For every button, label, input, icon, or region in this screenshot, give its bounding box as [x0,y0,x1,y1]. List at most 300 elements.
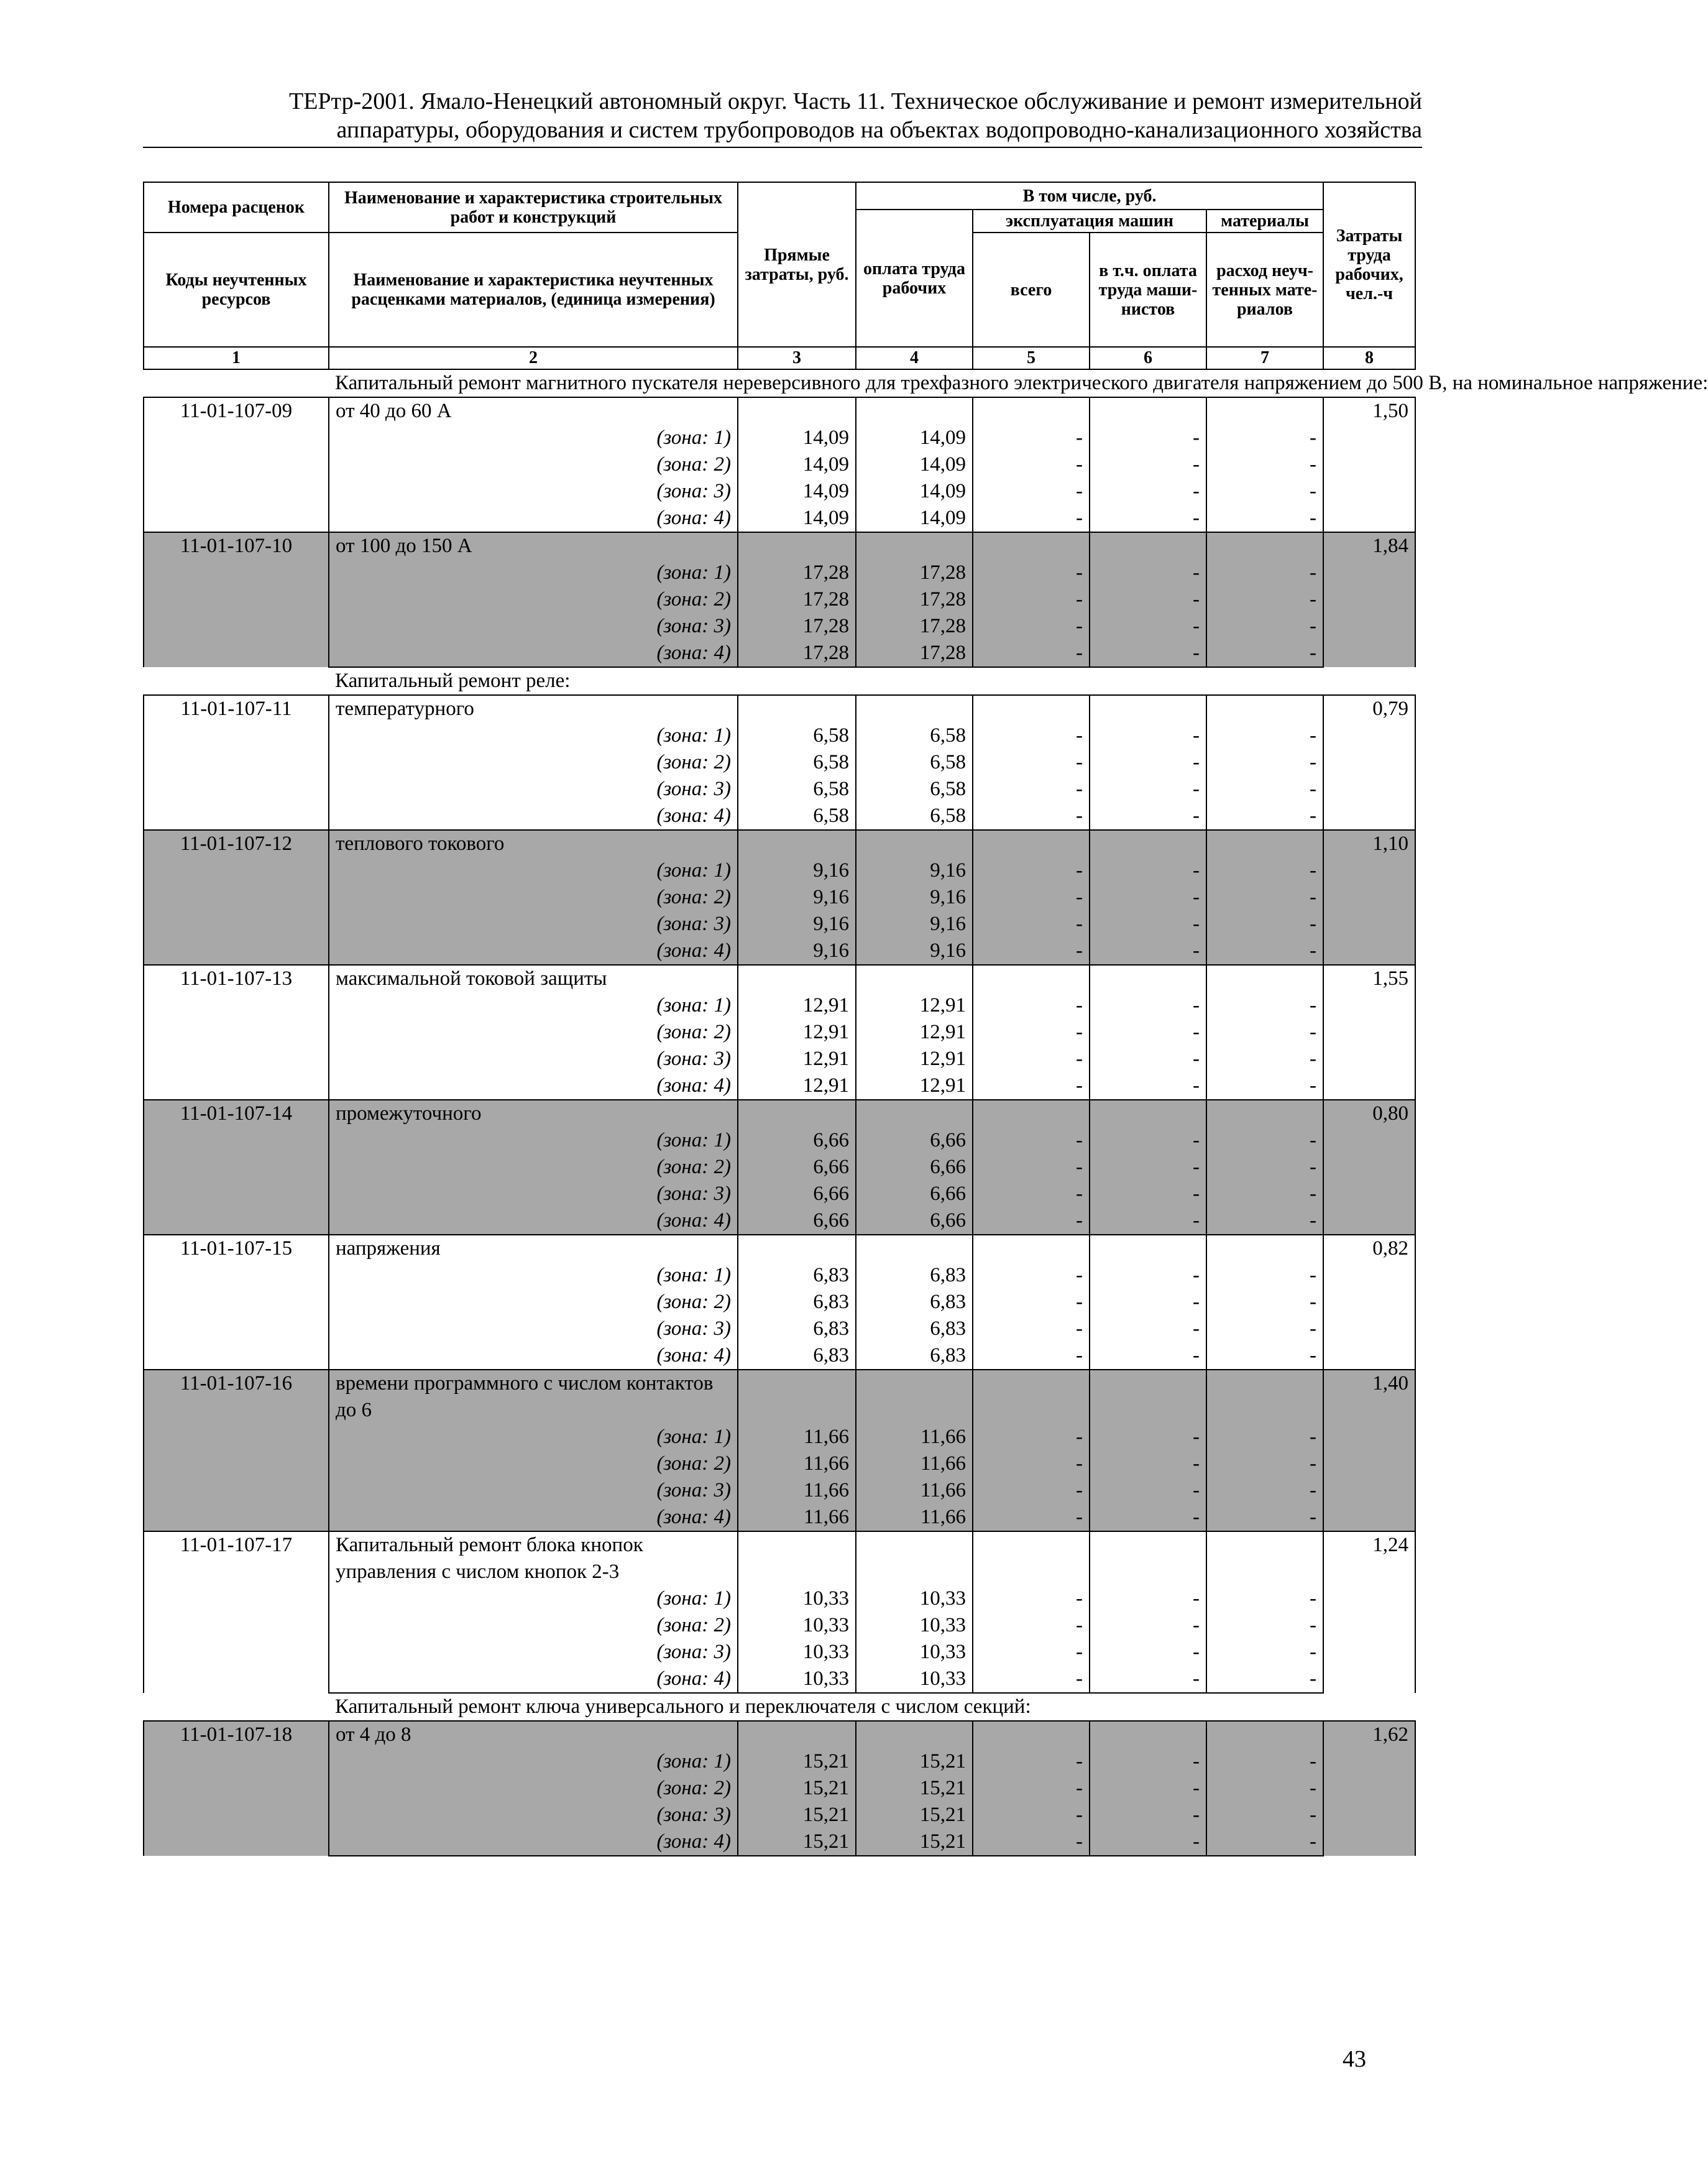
rate-code: 11-01-107-16 [144,1370,329,1531]
direct-cost: 15,21 [738,1775,856,1802]
machines-value: - [973,1072,1090,1100]
labor-cost: 1,84 [1323,532,1415,667]
section-title-row [144,1693,1415,1721]
col-materials-name-header: Наименование и характеристика неучтенных расценками материалов, (единица измерения) [329,233,738,347]
machines-value: - [973,1154,1090,1181]
direct-cost: 17,28 [738,560,856,586]
zone-label: (зона: 3) [329,613,738,640]
direct-cost: 15,21 [738,1748,856,1775]
rate-code: 11-01-107-14 [144,1100,329,1235]
zone-row [144,992,1415,1019]
materials-value: - [1206,1262,1323,1289]
direct-cost: 14,09 [738,478,856,505]
direct-cost-cell [738,1370,856,1424]
direct-cost: 10,33 [738,1612,856,1639]
direct-cost: 9,16 [738,938,856,965]
page-number: 43 [1343,2046,1366,2072]
zone-label: (зона: 2) [329,1450,738,1477]
zone-row [144,1262,1415,1289]
machines-cell [973,965,1090,992]
materials-cell [1206,1531,1323,1585]
materials-value: - [1206,1207,1323,1235]
wages-value: 11,66 [856,1477,973,1504]
rate-code: 11-01-107-11 [144,695,329,830]
zone-label: (зона: 4) [329,1504,738,1531]
machinist-wages-value: - [1090,1046,1206,1072]
wages-value: 14,09 [856,478,973,505]
materials-cell [1206,965,1323,992]
machinist-wages-value: - [1090,1127,1206,1154]
materials-value: - [1206,1585,1323,1612]
zone-row [144,1639,1415,1666]
wages-value: 9,16 [856,938,973,965]
direct-cost: 6,58 [738,776,856,803]
direct-cost: 6,66 [738,1181,856,1207]
machinist-wages-value: - [1090,857,1206,884]
wages-value: 17,28 [856,586,973,613]
wages-value: 17,28 [856,640,973,667]
materials-cell [1206,1235,1323,1262]
zone-row [144,505,1415,532]
wages-value: 12,91 [856,1072,973,1100]
materials-value: - [1206,640,1323,667]
zone-label: (зона: 3) [329,911,738,938]
zone-row [144,1775,1415,1802]
direct-cost: 6,83 [738,1262,856,1289]
zone-row [144,722,1415,749]
machines-value: - [973,640,1090,667]
wages-value: 6,83 [856,1342,973,1370]
machinist-wages-value: - [1090,1289,1206,1316]
machinist-wages-value: - [1090,560,1206,586]
rate-code: 11-01-107-13 [144,965,329,1100]
machines-value: - [973,1504,1090,1531]
machines-value: - [973,1612,1090,1639]
machinist-wages-value: - [1090,1207,1206,1235]
zone-label: (зона: 3) [329,1639,738,1666]
wages-value: 6,83 [856,1316,973,1342]
zone-row [144,1585,1415,1612]
materials-value: - [1206,425,1323,451]
direct-cost: 6,83 [738,1316,856,1342]
zone-row [144,586,1415,613]
materials-value: - [1206,1450,1323,1477]
wages-cell [856,1721,973,1748]
col-materials-header: материалы [1206,210,1323,233]
rate-row [144,1235,1415,1262]
materials-value: - [1206,586,1323,613]
table-body [144,369,1708,1856]
rate-row [144,532,1415,560]
machinist-wages-value: - [1090,1504,1206,1531]
machines-value: - [973,857,1090,884]
wages-value: 15,21 [856,1775,973,1802]
direct-cost-cell [738,1100,856,1127]
machines-value: - [973,1019,1090,1046]
zone-label: (зона: 2) [329,749,738,776]
labor-cost: 1,40 [1323,1370,1415,1531]
section-title: Капитальный ремонт ключа универсального и переключателя с числом секций: [335,1695,1031,1718]
wages-cell [856,695,973,722]
zone-row [144,1316,1415,1342]
rate-code: 11-01-107-09 [144,397,329,532]
zone-label: (зона: 1) [329,1262,738,1289]
wages-value: 12,91 [856,1019,973,1046]
col-rates-header: Номера расценок [144,182,329,233]
zone-label: (зона: 3) [329,1046,738,1072]
col-labor-header: Затраты труда рабочих, чел.-ч [1323,182,1415,347]
materials-value: - [1206,1289,1323,1316]
materials-value: - [1206,505,1323,532]
zone-label: (зона: 4) [329,1828,738,1856]
direct-cost: 6,58 [738,749,856,776]
zone-row [144,776,1415,803]
zone-label: (зона: 1) [329,560,738,586]
machinist-wages-value: - [1090,992,1206,1019]
direct-cost: 6,66 [738,1127,856,1154]
direct-cost: 15,21 [738,1802,856,1828]
zone-row [144,478,1415,505]
section-title: Капитальный ремонт магнитного пускателя нереверсивного для трехфазного электрического двигателя напряжением до 500 В, на номинальное напряжение: [335,372,1708,394]
zone-label: (зона: 3) [329,1477,738,1504]
machinist-wages-value: - [1090,1666,1206,1693]
machines-value: - [973,451,1090,478]
machinist-wages-cell [1090,532,1206,560]
zone-row [144,1504,1415,1531]
machines-value: - [973,911,1090,938]
machines-value: - [973,1450,1090,1477]
materials-value: - [1206,1477,1323,1504]
materials-value: - [1206,1639,1323,1666]
direct-cost: 11,66 [738,1477,856,1504]
materials-value: - [1206,884,1323,911]
machinist-wages-value: - [1090,1828,1206,1856]
machinist-wages-value: - [1090,640,1206,667]
col-works-header: Наименование и характеристика строительных работ и конструкций [329,182,738,233]
zone-label: (зона: 4) [329,1207,738,1235]
rate-code: 11-01-107-18 [144,1721,329,1856]
zone-row [144,1828,1415,1856]
machinist-wages-value: - [1090,613,1206,640]
machines-value: - [973,478,1090,505]
materials-cell [1206,532,1323,560]
zone-label: (зона: 3) [329,478,738,505]
machines-value: - [973,613,1090,640]
wages-value: 15,21 [856,1802,973,1828]
machines-value: - [973,586,1090,613]
zone-row [144,640,1415,667]
wages-value: 17,28 [856,560,973,586]
direct-cost: 6,58 [738,803,856,830]
machines-cell [973,1370,1090,1424]
machines-value: - [973,1748,1090,1775]
machinist-wages-value: - [1090,776,1206,803]
direct-cost-cell [738,965,856,992]
section-title: Капитальный ремонт реле: [335,670,571,692]
direct-cost: 12,91 [738,992,856,1019]
machinist-wages-value: - [1090,722,1206,749]
rate-code: 11-01-107-12 [144,830,329,965]
table-header [144,182,1415,369]
materials-value: - [1206,1342,1323,1370]
section-title-row [144,667,1415,695]
zone-label: (зона: 2) [329,586,738,613]
wages-value: 11,66 [856,1424,973,1450]
machines-cell [973,695,1090,722]
machines-value: - [973,1828,1090,1856]
machinist-wages-value: - [1090,1748,1206,1775]
wages-cell [856,397,973,425]
zone-row [144,1802,1415,1828]
machinist-wages-value: - [1090,1775,1206,1802]
materials-value: - [1206,1828,1323,1856]
wages-value: 15,21 [856,1748,973,1775]
wages-cell [856,1100,973,1127]
direct-cost: 6,58 [738,722,856,749]
labor-cost: 1,10 [1323,830,1415,965]
direct-cost-cell [738,695,856,722]
wages-value: 9,16 [856,857,973,884]
col-number: 3 [738,347,856,369]
wages-cell [856,1235,973,1262]
direct-cost: 17,28 [738,640,856,667]
machines-cell [973,1100,1090,1127]
machines-value: - [973,1802,1090,1828]
materials-cell [1206,1370,1323,1424]
direct-cost: 14,09 [738,451,856,478]
direct-cost-cell [738,397,856,425]
zone-label: (зона: 4) [329,803,738,830]
direct-cost: 12,91 [738,1019,856,1046]
zone-row [144,1019,1415,1046]
machines-value: - [973,1477,1090,1504]
rate-name: времени программного с числом контактов до 6 [329,1370,738,1424]
wages-value: 14,09 [856,505,973,532]
machinist-wages-value: - [1090,749,1206,776]
machines-cell [973,397,1090,425]
rate-code: 11-01-107-10 [144,532,329,667]
zone-row [144,613,1415,640]
machines-value: - [973,938,1090,965]
direct-cost: 6,66 [738,1207,856,1235]
machinist-wages-value: - [1090,1342,1206,1370]
col-number: 7 [1206,347,1323,369]
machines-value: - [973,425,1090,451]
machinist-wages-value: - [1090,425,1206,451]
col-number: 6 [1090,347,1206,369]
zone-label: (зона: 1) [329,1127,738,1154]
machines-value: - [973,1639,1090,1666]
machinist-wages-value: - [1090,1585,1206,1612]
rate-row [144,1721,1415,1748]
rate-row [144,830,1415,857]
wages-value: 11,66 [856,1450,973,1477]
machinist-wages-cell [1090,830,1206,857]
materials-cell [1206,397,1323,425]
rate-name: напряжения [329,1235,738,1262]
zone-label: (зона: 3) [329,1802,738,1828]
wages-cell [856,830,973,857]
wages-value: 12,91 [856,1046,973,1072]
machinist-wages-value: - [1090,938,1206,965]
direct-cost: 14,09 [738,505,856,532]
header-line-1: ТЕРтр-2001. Ямало-Ненецкий автономный округ. Часть 11. Техническое обслуживание и ремонт измерительной [289,88,1422,114]
machines-value: - [973,884,1090,911]
direct-cost-cell [738,532,856,560]
rate-name: максимальной токовой защиты [329,965,738,992]
materials-value: - [1206,776,1323,803]
col-number: 4 [856,347,973,369]
machines-value: - [973,803,1090,830]
machinist-wages-value: - [1090,1072,1206,1100]
machines-value: - [973,776,1090,803]
materials-value: - [1206,1802,1323,1828]
machines-value: - [973,505,1090,532]
zone-label: (зона: 2) [329,884,738,911]
wages-value: 11,66 [856,1504,973,1531]
zone-row [144,857,1415,884]
zone-row [144,1342,1415,1370]
zone-label: (зона: 1) [329,1748,738,1775]
zone-row [144,560,1415,586]
machinist-wages-cell [1090,1370,1206,1424]
wages-value: 6,58 [856,749,973,776]
direct-cost: 11,66 [738,1504,856,1531]
zone-label: (зона: 4) [329,505,738,532]
machinist-wages-value: - [1090,1181,1206,1207]
materials-value: - [1206,1046,1323,1072]
machines-cell [973,1721,1090,1748]
section-title-row [144,369,1415,397]
machines-cell [973,1235,1090,1262]
zone-row [144,1207,1415,1235]
direct-cost-cell [738,1531,856,1585]
wages-value: 6,58 [856,776,973,803]
zone-row [144,1424,1415,1450]
machines-value: - [973,1181,1090,1207]
machinist-wages-value: - [1090,586,1206,613]
machinist-wages-cell [1090,1721,1206,1748]
zone-label: (зона: 2) [329,1612,738,1639]
zone-row [144,749,1415,776]
direct-cost: 10,33 [738,1639,856,1666]
direct-cost: 6,83 [738,1289,856,1316]
wages-value: 6,83 [856,1289,973,1316]
zone-row [144,1289,1415,1316]
wages-value: 9,16 [856,911,973,938]
col-direct-header: Прямые затраты, руб. [738,182,856,347]
col-number: 1 [144,347,329,369]
machinist-wages-value: - [1090,1477,1206,1504]
materials-value: - [1206,803,1323,830]
materials-cell [1206,695,1323,722]
machinist-wages-value: - [1090,884,1206,911]
zone-label: (зона: 2) [329,1154,738,1181]
direct-cost-cell [738,830,856,857]
labor-cost: 1,62 [1323,1721,1415,1856]
direct-cost: 9,16 [738,884,856,911]
wages-value: 10,33 [856,1666,973,1693]
zone-label: (зона: 4) [329,938,738,965]
zone-label: (зона: 4) [329,640,738,667]
machinist-wages-value: - [1090,1262,1206,1289]
wages-value: 14,09 [856,425,973,451]
wages-value: 6,66 [856,1181,973,1207]
section-spacer [144,667,329,695]
direct-cost: 17,28 [738,613,856,640]
machinist-wages-value: - [1090,478,1206,505]
zone-label: (зона: 4) [329,1072,738,1100]
rate-code: 11-01-107-15 [144,1235,329,1370]
zone-row [144,803,1415,830]
rate-name: от 4 до 8 [329,1721,738,1748]
col-number: 2 [329,347,738,369]
materials-value: - [1206,1748,1323,1775]
machines-value: - [973,1289,1090,1316]
wages-value: 6,66 [856,1154,973,1181]
rate-code: 11-01-107-17 [144,1531,329,1693]
wages-value: 6,83 [856,1262,973,1289]
zone-row [144,1666,1415,1693]
materials-value: - [1206,451,1323,478]
materials-value: - [1206,560,1323,586]
rate-name: Капитальный ремонт блока кнопок управления с числом кнопок 2-3 [329,1531,738,1585]
zone-label: (зона: 1) [329,425,738,451]
direct-cost: 10,33 [738,1666,856,1693]
zone-label: (зона: 2) [329,1775,738,1802]
zone-label: (зона: 4) [329,1666,738,1693]
materials-value: - [1206,749,1323,776]
zone-row [144,1072,1415,1100]
machines-value: - [973,1585,1090,1612]
rates-table [143,182,1708,1856]
machines-value: - [973,1262,1090,1289]
zone-label: (зона: 4) [329,1342,738,1370]
zone-label: (зона: 1) [329,992,738,1019]
machines-value: - [973,1424,1090,1450]
machines-value: - [973,1207,1090,1235]
wages-value: 6,66 [856,1127,973,1154]
zone-row [144,1477,1415,1504]
direct-cost: 6,83 [738,1342,856,1370]
wages-value: 9,16 [856,884,973,911]
materials-value: - [1206,478,1323,505]
wages-value: 15,21 [856,1828,973,1856]
materials-value: - [1206,1775,1323,1802]
materials-value: - [1206,1181,1323,1207]
machines-value: - [973,722,1090,749]
machinist-wages-cell [1090,695,1206,722]
wages-cell [856,532,973,560]
wages-value: 12,91 [856,992,973,1019]
col-number: 5 [973,347,1090,369]
materials-value: - [1206,1154,1323,1181]
zone-label: (зона: 1) [329,1585,738,1612]
machines-value: - [973,1666,1090,1693]
zone-label: (зона: 1) [329,1424,738,1450]
col-incl-header: В том числе, руб. [856,182,1323,210]
machines-value: - [973,560,1090,586]
col-machines-header: эксплуатация машин [973,210,1206,233]
labor-cost: 0,79 [1323,695,1415,830]
zone-row [144,911,1415,938]
materials-cell [1206,830,1323,857]
zone-row [144,1046,1415,1072]
materials-value: - [1206,992,1323,1019]
zone-row [144,1154,1415,1181]
rate-name: от 100 до 150 А [329,532,738,560]
direct-cost: 9,16 [738,857,856,884]
